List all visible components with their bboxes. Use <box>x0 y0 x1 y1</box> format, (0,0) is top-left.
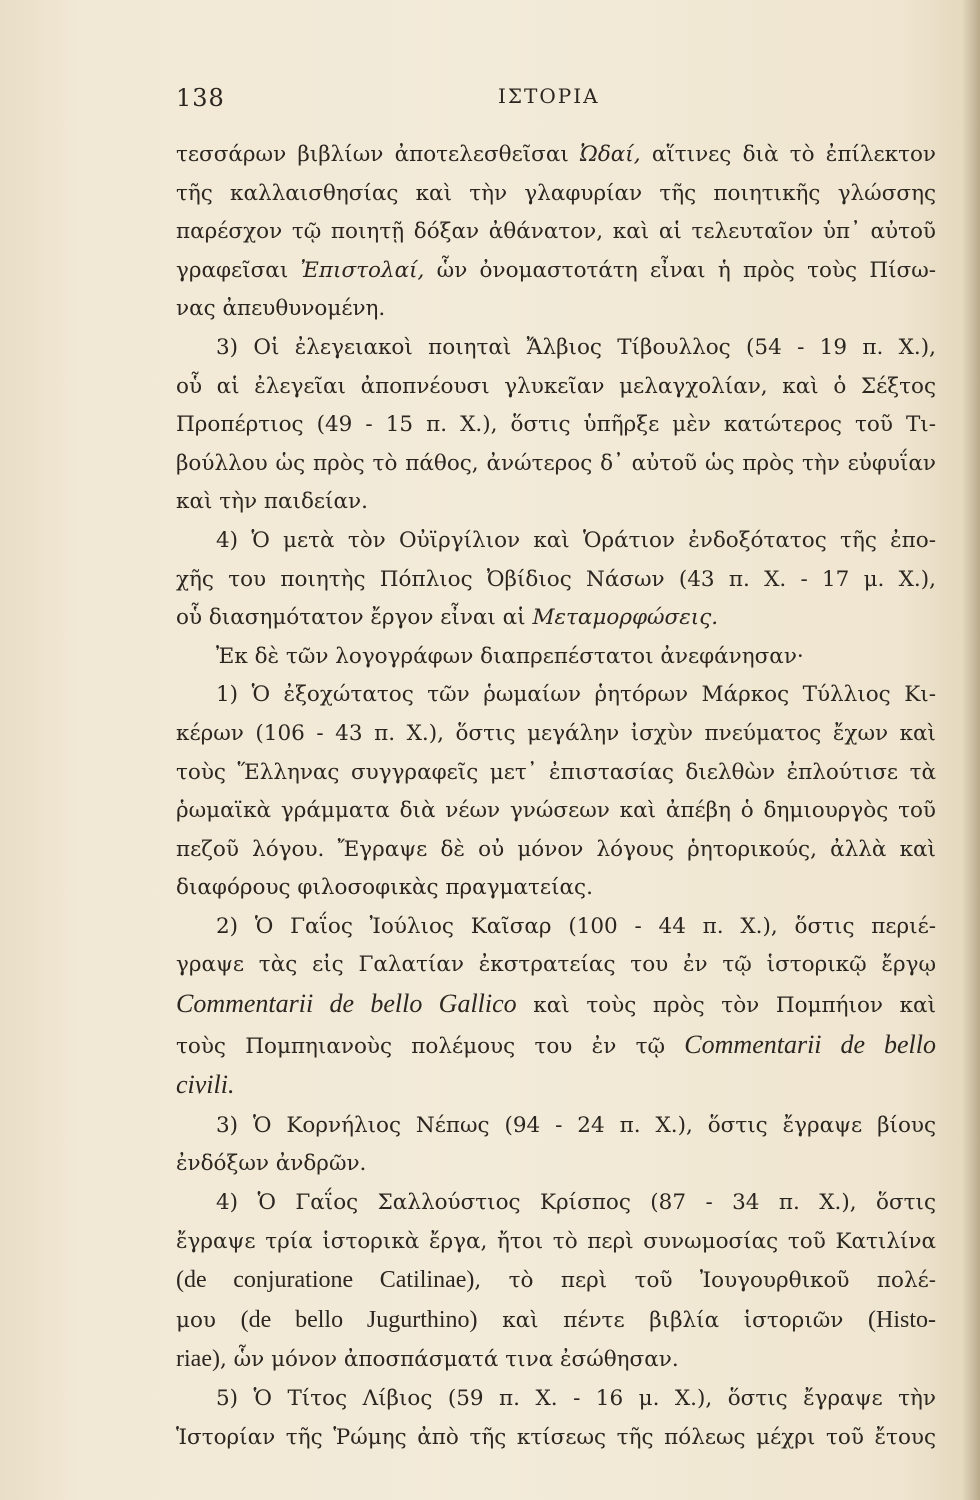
text-line <box>176 252 936 291</box>
text-line <box>176 213 936 252</box>
text-line <box>176 1301 936 1341</box>
text-line <box>176 1419 936 1458</box>
text-segment: , τὸ περὶ τοῦ Ἰουγουρθικοῦ πολέ- <box>474 1268 936 1294</box>
text-line <box>176 483 936 522</box>
text-segment: οὗ αἱ ἐλεγεῖαι ἀποπνέουσι γλυκεῖαν μελαγχολίαν, καὶ ὁ Σέξτος <box>176 373 936 399</box>
latin-text: (de conjuratione Catilinae) <box>176 1267 475 1294</box>
italic-title: Ὠδαί, <box>580 142 641 167</box>
text-line <box>176 908 936 947</box>
text-line <box>176 1145 936 1184</box>
text-body <box>176 136 936 1457</box>
text-segment: 5) Ὁ Τίτος Λίβιος (59 π. Χ. - 16 μ. Χ.), ὅστις ἔγραψε τὴν <box>216 1386 936 1411</box>
text-segment: , ὧν μόνον ἀποσπάσματά τινα ἐσώθησαν. <box>219 1347 679 1373</box>
italic-title: Ἐπιστολαί, <box>300 257 425 283</box>
text-line <box>176 1261 936 1301</box>
text-segment: 1) Ὁ ἐξοχώτατος τῶν ῥωμαίων ῥητόρων Μάρκος Τύλλιος Κι- <box>216 682 936 708</box>
text-line <box>176 599 936 638</box>
text-segment: 4) Ὁ Γαΐος Σαλλούστιος Κρίσπος (87 - 34 π. Χ.), ὅστις <box>216 1190 936 1216</box>
text-segment: τεσσάρων βιβλίων ἀποτελεσθεῖσαι <box>176 142 581 167</box>
text-line <box>176 1026 936 1067</box>
text-segment: γραφεῖσαι <box>176 257 301 283</box>
text-segment: Προπέρτιος (49 - 15 π. Χ.), ὅστις ὑπῆρξε μὲν κατώτερος τοῦ Τι- <box>176 412 936 438</box>
text-segment: ἐνδόξων ἀνδρῶν. <box>176 1151 367 1177</box>
text-line <box>176 946 936 985</box>
text-line <box>176 638 936 677</box>
latin-text: Commentarii de bello <box>684 1029 936 1059</box>
text-segment: καὶ τοὺς πρὸς τὸν Πομπήιον καὶ <box>516 993 936 1019</box>
text-segment: παρέσχον τῷ ποιητῇ δόξαν ἀθάνατον, καὶ αἱ τελευταῖον ὑπ᾽ αὐτοῦ <box>176 219 936 245</box>
text-line <box>176 1380 936 1419</box>
text-line <box>176 329 936 368</box>
page-edge-shadow <box>962 0 980 1500</box>
text-line <box>176 831 936 870</box>
latin-text: (de bello Jugurthino) <box>240 1306 478 1333</box>
text-line <box>176 869 936 908</box>
text-segment: οὗ διασημότατον ἔργον εἶναι αἱ <box>176 605 533 631</box>
text-segment: διαφόρους φιλοσοφικὰς πραγματείας. <box>176 875 593 901</box>
text-line <box>176 1107 936 1146</box>
latin-text: (Histo- <box>868 1306 936 1333</box>
text-line <box>176 522 936 561</box>
text-segment: τοὺς Ἕλληνας συγγραφεῖς μετ᾽ ἐπιστασίας διελθὼν ἐπλούτισε τὰ <box>176 759 936 785</box>
text-segment: κέρων (106 - 43 π. Χ.), ὅστις μεγάλην ἰσχὺν πνεύματος ἔχων καὶ <box>176 720 936 746</box>
text-line <box>176 406 936 445</box>
text-line <box>176 1066 936 1107</box>
text-segment: μου <box>176 1307 241 1333</box>
text-segment: τῆς καλλαισθησίας καὶ τὴν γλαφυρίαν τῆς ποιητικῆς γλώσσης <box>176 180 936 206</box>
latin-text: riae) <box>176 1346 220 1373</box>
text-segment: 3) Ὁ Κορνήλιος Νέπως (94 - 24 π. Χ.), ὅστις ἔγραψε βίους <box>216 1112 936 1138</box>
text-segment: χῆς του ποιητὴς Πόπλιος Ὀβίδιος Νάσων (43 π. Χ. - 17 μ. Χ.), <box>176 566 936 592</box>
text-segment: 4) Ὁ μετὰ τὸν Οὐϊργίλιον καὶ Ὁράτιον ἐνδοξότατος τῆς ἐπο- <box>216 527 936 553</box>
text-segment: νας ἀπευθυνομένη. <box>176 296 386 322</box>
text-line <box>176 445 936 484</box>
text-segment: Ἐκ δὲ τῶν λογογράφων διαπρεπέστατοι ἀνεφάνησαν· <box>216 643 804 669</box>
text-segment: ὧν ὀνομαστοτάτη εἶναι ἡ πρὸς τοὺς Πίσω- <box>424 257 936 283</box>
latin-text: Commentarii de bello Gallico <box>176 989 517 1019</box>
text-line <box>176 561 936 600</box>
text-line <box>176 1184 936 1223</box>
text-line <box>176 792 936 831</box>
text-line <box>176 175 936 214</box>
text-segment: 3) Οἱ ἐλεγειακοὶ ποιηταὶ Ἄλβιος Τίβουλλος (54 - 19 π. Χ.), <box>216 334 936 360</box>
text-segment: καὶ τὴν παιδείαν. <box>176 489 368 515</box>
italic-title: Μεταμορφώσεις. <box>532 605 719 631</box>
text-line <box>176 754 936 793</box>
page-header <box>176 84 936 120</box>
text-segment: ῥωμαϊκὰ γράμματα διὰ νέων γνώσεων καὶ ἀπέβη ὁ δημιουργὸς τοῦ <box>176 798 936 824</box>
text-line <box>176 368 936 407</box>
text-segment: ἔγραψε τρία ἱστορικὰ ἔργα, ἤτοι τὸ περὶ συνωμοσίας τοῦ Κατιλίνα <box>176 1228 936 1254</box>
text-line <box>176 715 936 754</box>
text-segment: αἵτινες διὰ τὸ ἐπίλεκτον <box>640 142 936 167</box>
text-segment: καὶ πέντε βιβλία ἱστοριῶν <box>477 1307 868 1333</box>
text-segment: γραψε τὰς εἰς Γαλατίαν ἐκστρατείας του ἐν τῷ ἱστορικῷ ἔργῳ <box>176 952 936 978</box>
text-line <box>176 1340 936 1380</box>
text-line <box>176 1223 936 1262</box>
text-line <box>176 290 936 329</box>
latin-text: civili. <box>176 1070 235 1100</box>
text-segment: τοὺς Πομπηιανοὺς πολέμους του ἐν τῷ <box>176 1033 685 1059</box>
text-line <box>176 136 936 175</box>
text-line <box>176 676 936 715</box>
text-line <box>176 985 936 1026</box>
text-segment: 2) Ὁ Γαΐος Ἰούλιος Καῖσαρ (100 - 44 π. Χ.), ὅστις περιέ- <box>216 913 936 939</box>
text-segment: βούλλου ὡς πρὸς τὸ πάθος, ἀνώτερος δ᾽ αὐτοῦ ὡς πρὸς τὴν εὐφυΐαν <box>176 450 936 476</box>
text-segment: Ἱστορίαν τῆς Ῥώμης ἀπὸ τῆς κτίσεως τῆς πόλεως μέχρι τοῦ ἔτους <box>176 1424 936 1450</box>
page-number: 138 <box>176 84 225 112</box>
text-segment: πεζοῦ λόγου. Ἔγραψε δὲ οὐ μόνον λόγους ῥητορικούς, ἀλλὰ καὶ <box>176 836 936 862</box>
running-title: ΙΣΤΟΡΙΑ <box>498 84 600 108</box>
